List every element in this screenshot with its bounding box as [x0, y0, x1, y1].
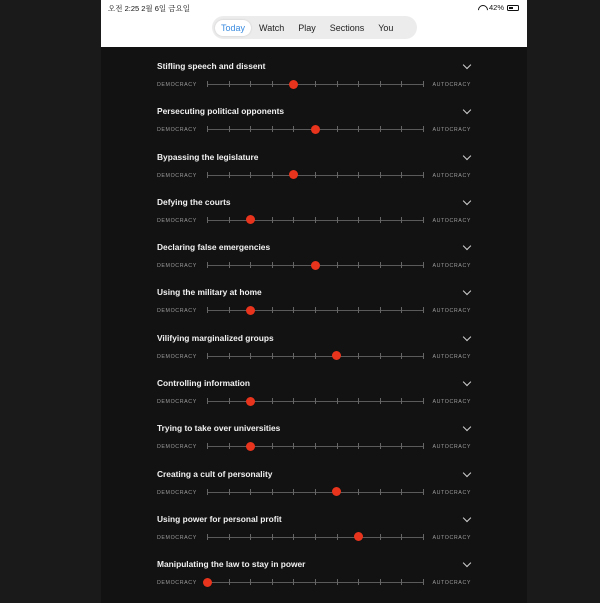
scale-tick	[401, 353, 402, 359]
scale-tick	[380, 489, 381, 495]
scale-tick	[337, 307, 338, 313]
scale-tick	[250, 81, 251, 87]
chevron-down-icon[interactable]	[463, 106, 471, 114]
scale-tick	[250, 579, 251, 585]
chevron-down-icon[interactable]	[463, 333, 471, 341]
scale-left-label: DEMOCRACY	[157, 127, 197, 134]
scale-tick	[401, 262, 402, 268]
scale-tick	[250, 126, 251, 132]
scale-tick	[423, 307, 424, 313]
list-item[interactable]	[157, 330, 471, 375]
scale-left-label: DEMOCRACY	[157, 444, 197, 451]
scale-marker	[332, 351, 341, 360]
scale-tick	[423, 217, 424, 223]
scale-left-label: DEMOCRACY	[157, 308, 197, 315]
scale-marker	[311, 125, 320, 134]
scale-tick	[207, 172, 208, 178]
scale-tick	[380, 443, 381, 449]
scale-tick	[401, 489, 402, 495]
tab-today[interactable]: Today	[215, 20, 251, 36]
chevron-down-icon[interactable]	[463, 559, 471, 567]
scale-track	[207, 492, 423, 493]
scale-tick	[229, 398, 230, 404]
scale-tick	[315, 172, 316, 178]
scale-tick	[272, 443, 273, 449]
scale-tick	[272, 489, 273, 495]
chevron-down-icon[interactable]	[463, 151, 471, 159]
item-label: Defying the courts	[157, 196, 231, 207]
scale-right-label: AUTOCRACY	[432, 82, 471, 88]
scale-left-label: DEMOCRACY	[157, 217, 197, 224]
scale-tick	[337, 217, 338, 223]
scale-tick	[293, 262, 294, 268]
item-label: Using the military at home	[157, 287, 262, 298]
scale-left-label: DEMOCRACY	[157, 82, 197, 88]
item-label: Trying to take over universities	[157, 423, 281, 434]
scale-tick	[358, 579, 359, 585]
scale-tick	[423, 579, 424, 585]
scale-left-label: DEMOCRACY	[157, 489, 197, 496]
tab-you[interactable]: You	[378, 22, 394, 33]
scale-tick	[229, 262, 230, 268]
scale-tick	[272, 81, 273, 87]
scale-tick	[380, 353, 381, 359]
scale-right-label: AUTOCRACY	[432, 534, 471, 541]
scale-track	[207, 446, 423, 447]
list-item[interactable]	[157, 556, 471, 601]
scale-tick	[358, 489, 359, 495]
battery-icon	[507, 5, 519, 11]
scale-marker	[289, 170, 298, 179]
scale-tick	[380, 398, 381, 404]
scale-tick	[380, 172, 381, 178]
scale-tick	[207, 489, 208, 495]
scale-tick	[337, 126, 338, 132]
scale-tick	[423, 489, 424, 495]
chevron-down-icon[interactable]	[463, 287, 471, 295]
scale-tick	[423, 398, 424, 404]
scale-tick	[358, 126, 359, 132]
scale-tick	[229, 489, 230, 495]
app-screen	[101, 0, 527, 603]
scale-tick	[423, 172, 424, 178]
scale-tick	[358, 81, 359, 87]
tab-watch[interactable]: Watch	[259, 22, 285, 33]
scale-marker	[332, 487, 341, 496]
scale-tick	[401, 443, 402, 449]
scale-tick	[358, 443, 359, 449]
scale-tick	[401, 81, 402, 87]
list-item[interactable]	[157, 239, 471, 284]
scale-left-label: DEMOCRACY	[157, 399, 197, 406]
scale-tick	[337, 398, 338, 404]
list-item[interactable]	[157, 375, 471, 420]
scale-marker	[289, 80, 298, 89]
scale-tick	[380, 262, 381, 268]
list-item[interactable]	[157, 103, 471, 148]
scale-tick	[229, 81, 230, 87]
scale-tick	[401, 307, 402, 313]
scale-tick	[401, 398, 402, 404]
scale-tick	[229, 126, 230, 132]
scale-tick	[207, 307, 208, 313]
scale-tick	[293, 398, 294, 404]
scale-tick	[272, 353, 273, 359]
list-item[interactable]	[157, 58, 471, 103]
scale-tick	[315, 307, 316, 313]
scale-tick	[315, 398, 316, 404]
status-bar	[101, 0, 527, 14]
scale-right-label: AUTOCRACY	[432, 353, 471, 360]
item-label: Creating a cult of personality	[157, 468, 273, 479]
scale-tick	[337, 534, 338, 540]
scale-tick	[337, 81, 338, 87]
list-item[interactable]	[157, 466, 471, 511]
scale-tick	[358, 307, 359, 313]
chevron-down-icon[interactable]	[463, 242, 471, 250]
scale-tick	[207, 398, 208, 404]
scale-tick	[293, 217, 294, 223]
scale-marker	[354, 532, 363, 541]
scale-track	[207, 129, 423, 130]
scale-tick	[401, 579, 402, 585]
scale-tick	[272, 172, 273, 178]
item-label: Using power for personal profit	[157, 513, 282, 524]
scale-tick	[358, 262, 359, 268]
scale-marker	[246, 215, 255, 224]
scale-marker	[203, 578, 212, 587]
scale-tick	[293, 579, 294, 585]
status-time: 오전 2:25 2월 6일 금요일	[108, 4, 190, 13]
scale-right-label: AUTOCRACY	[432, 308, 471, 315]
scale-left-label: DEMOCRACY	[157, 353, 197, 360]
scale-tick	[315, 489, 316, 495]
scale-tick	[272, 398, 273, 404]
scale-tick	[358, 172, 359, 178]
tab-play[interactable]: Play	[298, 22, 316, 33]
scale-tick	[315, 534, 316, 540]
chevron-down-icon[interactable]	[463, 61, 471, 69]
scale-tick	[229, 443, 230, 449]
scale-right-label: AUTOCRACY	[432, 263, 471, 270]
scale-tick	[423, 443, 424, 449]
chevron-down-icon[interactable]	[463, 514, 471, 522]
scale-tick	[315, 443, 316, 449]
scale-left-label: DEMOCRACY	[157, 172, 197, 179]
scale-tick	[250, 262, 251, 268]
list-item[interactable]	[157, 511, 471, 556]
scale-right-label: AUTOCRACY	[432, 444, 471, 451]
scale-tick	[380, 534, 381, 540]
scale-tick	[293, 126, 294, 132]
scale-tick	[380, 126, 381, 132]
scale-left-label: DEMOCRACY	[157, 580, 197, 587]
scale-tick	[229, 579, 230, 585]
scale-right-label: AUTOCRACY	[432, 489, 471, 496]
scale-tick	[207, 262, 208, 268]
top-bar	[101, 0, 527, 47]
scale-tick	[229, 353, 230, 359]
scale-marker	[311, 261, 320, 270]
scale-tick	[207, 126, 208, 132]
scale-tick	[272, 579, 273, 585]
scale-tick	[315, 353, 316, 359]
scale-track	[207, 401, 423, 402]
scale-track	[207, 175, 423, 176]
scale-tick	[229, 534, 230, 540]
scale-tick	[207, 534, 208, 540]
tracker-list	[157, 58, 471, 602]
scale-tick	[272, 307, 273, 313]
scale-tick	[207, 217, 208, 223]
scale-tick	[337, 262, 338, 268]
scale-left-label: DEMOCRACY	[157, 534, 197, 541]
scale-marker	[246, 306, 255, 315]
scale-tick	[358, 353, 359, 359]
scale-tick	[315, 579, 316, 585]
scale-right-label: AUTOCRACY	[432, 399, 471, 406]
scale-right-label: AUTOCRACY	[432, 172, 471, 179]
scale-tick	[380, 81, 381, 87]
scale-track	[207, 537, 423, 538]
scale-tick	[207, 443, 208, 449]
scale-tick	[229, 217, 230, 223]
scale-marker	[246, 442, 255, 451]
item-label: Stifling speech and dissent	[157, 61, 266, 71]
scale-tick	[401, 534, 402, 540]
scale-tick	[250, 353, 251, 359]
item-label: Bypassing the legislature	[157, 151, 259, 162]
scale-tick	[229, 307, 230, 313]
scale-right-label: AUTOCRACY	[432, 580, 471, 587]
scale-tick	[380, 307, 381, 313]
scale-track	[207, 310, 423, 311]
scale-tick	[358, 217, 359, 223]
scale-tick	[380, 579, 381, 585]
chevron-down-icon[interactable]	[463, 197, 471, 205]
chevron-down-icon[interactable]	[463, 378, 471, 386]
scale-tick	[401, 126, 402, 132]
scale-right-label: AUTOCRACY	[432, 217, 471, 224]
scale-marker	[246, 397, 255, 406]
scale-tick	[207, 353, 208, 359]
scale-tick	[337, 172, 338, 178]
scale-track	[207, 220, 423, 221]
battery-percent: 42%	[488, 3, 504, 12]
list-item[interactable]	[157, 194, 471, 239]
scale-tick	[250, 172, 251, 178]
section-tabs	[212, 16, 417, 39]
scale-tick	[423, 353, 424, 359]
scale-tick	[229, 172, 230, 178]
scale-tick	[207, 81, 208, 87]
scale-tick	[423, 262, 424, 268]
chevron-down-icon[interactable]	[463, 423, 471, 431]
list-item[interactable]	[157, 420, 471, 465]
scale-tick	[337, 443, 338, 449]
scale-tick	[250, 489, 251, 495]
scale-track	[207, 582, 423, 583]
scale-tick	[272, 262, 273, 268]
item-label: Vilifying marginalized groups	[157, 332, 274, 343]
scale-tick	[272, 217, 273, 223]
scale-tick	[358, 398, 359, 404]
chevron-down-icon[interactable]	[463, 468, 471, 476]
list-item[interactable]	[157, 284, 471, 329]
scale-track	[207, 84, 423, 85]
scale-tick	[401, 172, 402, 178]
tab-sections[interactable]: Sections	[329, 22, 365, 33]
status-right	[478, 3, 519, 12]
scale-track	[207, 356, 423, 357]
scale-track	[207, 265, 423, 266]
scale-tick	[401, 217, 402, 223]
scale-tick	[423, 126, 424, 132]
list-item[interactable]	[157, 149, 471, 194]
item-label: Persecuting political opponents	[157, 106, 285, 117]
scale-tick	[293, 353, 294, 359]
wifi-icon	[478, 5, 486, 11]
scale-tick	[315, 81, 316, 87]
scale-tick	[293, 534, 294, 540]
item-label: Declaring false emergencies	[157, 242, 271, 253]
scale-tick	[272, 126, 273, 132]
scale-tick	[423, 81, 424, 87]
scale-tick	[272, 534, 273, 540]
scale-tick	[315, 217, 316, 223]
scale-left-label: DEMOCRACY	[157, 263, 197, 270]
scale-tick	[380, 217, 381, 223]
scale-tick	[293, 307, 294, 313]
item-label: Manipulating the law to stay in power	[157, 559, 306, 570]
item-label: Controlling information	[157, 378, 251, 389]
scale-tick	[250, 534, 251, 540]
scale-tick	[337, 579, 338, 585]
scale-tick	[293, 443, 294, 449]
scale-right-label: AUTOCRACY	[432, 127, 471, 134]
scale-tick	[293, 489, 294, 495]
scale-tick	[423, 534, 424, 540]
